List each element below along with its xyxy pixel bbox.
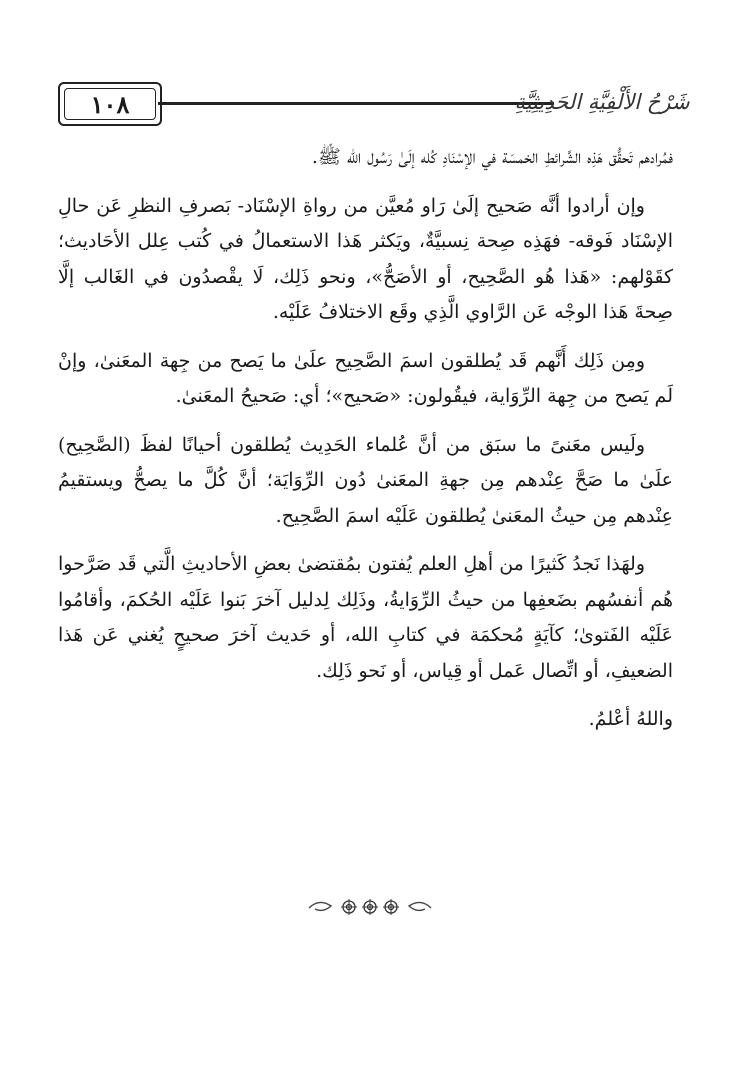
closing-line: واللهُ أعْلمُ.	[588, 708, 673, 730]
page-number: ١٠٨	[58, 82, 162, 126]
paragraph-1: فمُرادهم تَحقُّق هَذِه الشَّرائطِ الخمسَة في الإسْنَادِ كُله إلَىٰ رَسُول الله ﷺ.	[311, 146, 673, 168]
header-rule	[158, 102, 554, 105]
paragraph-5: ولهَذا نَجدُ كَثيرًا من أهلِ العلم يُفتون بمُقتضىٰ بعضِ الأحاديثِ الَّتي قَد صَرَّحوا هُم أنفسُهم بضَعفِها من حيثُ الرِّوَايةُ، وذَلِك لِدليل آخرَ بَنوا عَلَيْه الحُكمَ، وأقامُوا عَلَيْه الفَتوىٰ؛ كآيَةٍ مُحكمَة في كتابِ الله، أو حَديث آخرَ صحيحٍ يُغني عَن هَذا الضعيفِ، أو اتِّصال عَمل أو قِياس، أو نَحو ذَلِك.	[58, 553, 674, 682]
paragraph-2: وإن أرادوا أنَّه صَحيح إلَىٰ رَاو مُعيَّن من رواةِ الإسْنَاد- بَصرفِ النظرِ عَن حالِ الإسْنَاد فَوقه- فهَذِه صِحة نِسبيَّةٌ، ويَكثر هَذا الاستعمالُ في كُتب عِلل الأحَاديث؛ كقَوْلهم: «هَذا هُو الصَّحِيح، أو الأصَحُّ»، ونحو ذَلِك، لَا يقْصدُون في الغَالب إلَّا صِحةَ هَذا الوجْه عَن الرَّاوي الَّذِي وقَع الاختلافُ عَلَيْه.	[58, 194, 673, 323]
page-header	[58, 78, 690, 128]
closing-floral-ornament	[305, 891, 435, 923]
body-text	[58, 140, 673, 751]
paragraph-4: ولَيس معَنىً ما سبَق من أنَّ عُلماء الحَدِيث يُطلقون أحيانًا لفظَ (الصَّحِيح) علَىٰ ما صَحَّ عِنْدهم مِن جهةِ المعَنىٰ دُون الرِّوَايَة؛ أنَّ كُلَّ ما يصحُّ ويستقيمُ عِنْدهم مِن حيثُ المعَنىٰ يُطلقون عَلَيْه اسمَ الصَّحِيح.	[58, 433, 673, 527]
book-title: شَرْحُ الأَلْفِيَّةِ الحَدِيثِيَّةِ	[514, 90, 690, 114]
paragraph-3: ومِن ذَلِك أَنَّهم قَد يُطلقون اسمَ الصَّحِيح علَىٰ ما يَصح من جِهة المعَنىٰ، وإنْ لَم يَصح من جِهة الرِّوَاية، فيقُولون: «صَحيح»؛ أي: صَحيحُ المعَنىٰ.	[58, 349, 673, 407]
